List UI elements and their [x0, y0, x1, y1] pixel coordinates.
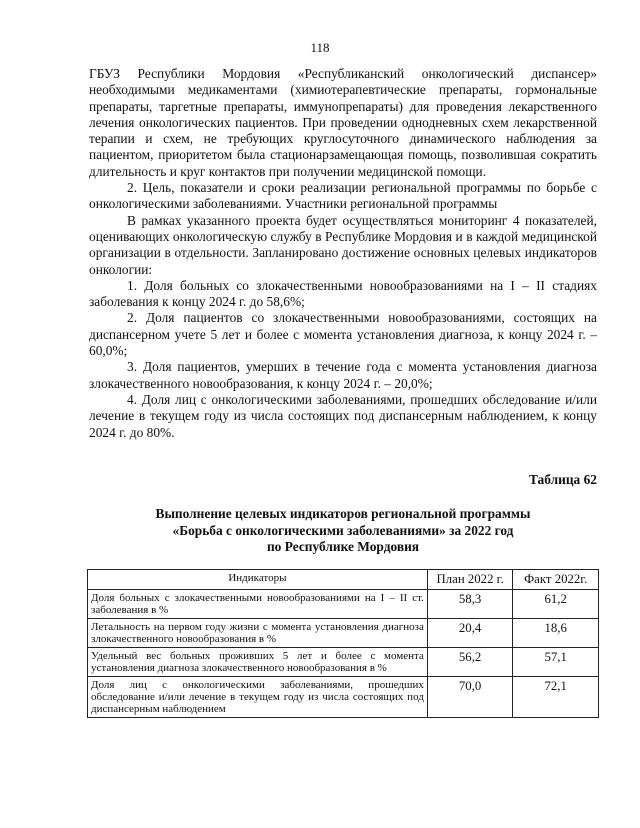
header-indicators: Индикаторы — [88, 570, 428, 590]
table-header-row — [88, 570, 599, 590]
table-row — [88, 647, 599, 676]
paragraph-target-1: 1. Доля больных со злокачественными новообразованиями на I – II стадиях заболевания к концу 2024 г. до 58,6%; — [89, 277, 597, 310]
fact-cell: 57,1 — [513, 647, 599, 676]
paragraph-target-4: 4. Доля лиц с онкологическими заболеваниями, прошедших обследование и/или лечение в текущем году из числа состоящих под диспансерным наблюдением, к концу 2024 г. до 80%. — [89, 391, 597, 440]
fact-cell: 72,1 — [513, 676, 599, 717]
plan-cell: 58,3 — [427, 589, 513, 618]
paragraph-target-3: 3. Доля пациентов, умерших в течение года с момента установления диагноза злокачественного новообразования, к концу 2024 г. – 20,0%; — [89, 359, 597, 391]
table-row — [88, 618, 599, 647]
paragraph-target-2: 2. Доля пациентов со злокачественными новообразованиями, состоящих на диспансерном учете 5 лет и более с момента установления диагноза, к концу 2024 г. – 60,0%; — [89, 310, 597, 359]
paragraph-medications: ГБУЗ Республики Мордовия «Республиканский онкологический диспансер» необходимыми медикаментами (химиотерапевтические препараты, гормональные препараты, таргетные препараты, иммунопрепараты) для проведения лекарственного лечения онкологических пациентов. При проведении однодневных схем лекарственной терапии и схем, не требующих круглосуточного динамического наблюдения за пациентом, приоритетом была стационарзамещающая помощь, позволившая сократить длительность и круг контактов при получении медицинской помощи. — [89, 66, 597, 179]
indicator-cell: Доля больных с злокачественными новообразованиями на I – II ст. заболевания в % — [88, 589, 428, 618]
table-row — [88, 676, 599, 717]
body-text — [89, 66, 597, 441]
indicators-table — [87, 569, 599, 718]
table-row — [88, 589, 599, 618]
indicator-cell: Доля лиц с онкологическими заболеваниями, прошедших обследование и/или лечение в текущем году из числа состоящих под диспансерным наблюдением — [88, 676, 428, 717]
page-number: 118 — [310, 40, 330, 55]
table-title-line-3: по Республике Мордовия — [266, 539, 420, 554]
indicator-cell: Летальность на первом году жизни с момента установления диагноза злокачественного новообразования в % — [88, 618, 428, 647]
fact-cell: 18,6 — [513, 618, 599, 647]
indicator-cell: Удельный вес больных проживших 5 лет и более с момента установления диагноза злокачественного новообразования в % — [88, 647, 428, 676]
table-title-line-1: Выполнение целевых индикаторов региональной программы — [155, 506, 531, 521]
plan-cell: 56,2 — [427, 647, 513, 676]
header-fact: Факт 2022г. — [513, 570, 599, 590]
plan-cell: 20,4 — [427, 618, 513, 647]
header-plan: План 2022 г. — [427, 570, 513, 590]
table-title — [89, 506, 597, 556]
fact-cell: 61,2 — [513, 589, 599, 618]
plan-cell: 70,0 — [427, 676, 513, 717]
table-title-line-2: «Борьба с онкологическими заболеваниями» за 2022 год — [172, 522, 514, 538]
paragraph-monitoring: В рамках указанного проекта будет осуществляться мониторинг 4 показателей, оценивающих онкологическую службу в Республике Мордовия и в каждой медицинской организации в отдельности. Запланировано достижение основных целевых индикаторов онкологии: — [89, 212, 597, 277]
paragraph-section-heading: 2. Цель, показатели и сроки реализации региональной программы по борьбе с онкологическими заболеваниями. Участники региональной программы — [89, 180, 597, 212]
table-label: Таблица 62 — [528, 472, 597, 487]
